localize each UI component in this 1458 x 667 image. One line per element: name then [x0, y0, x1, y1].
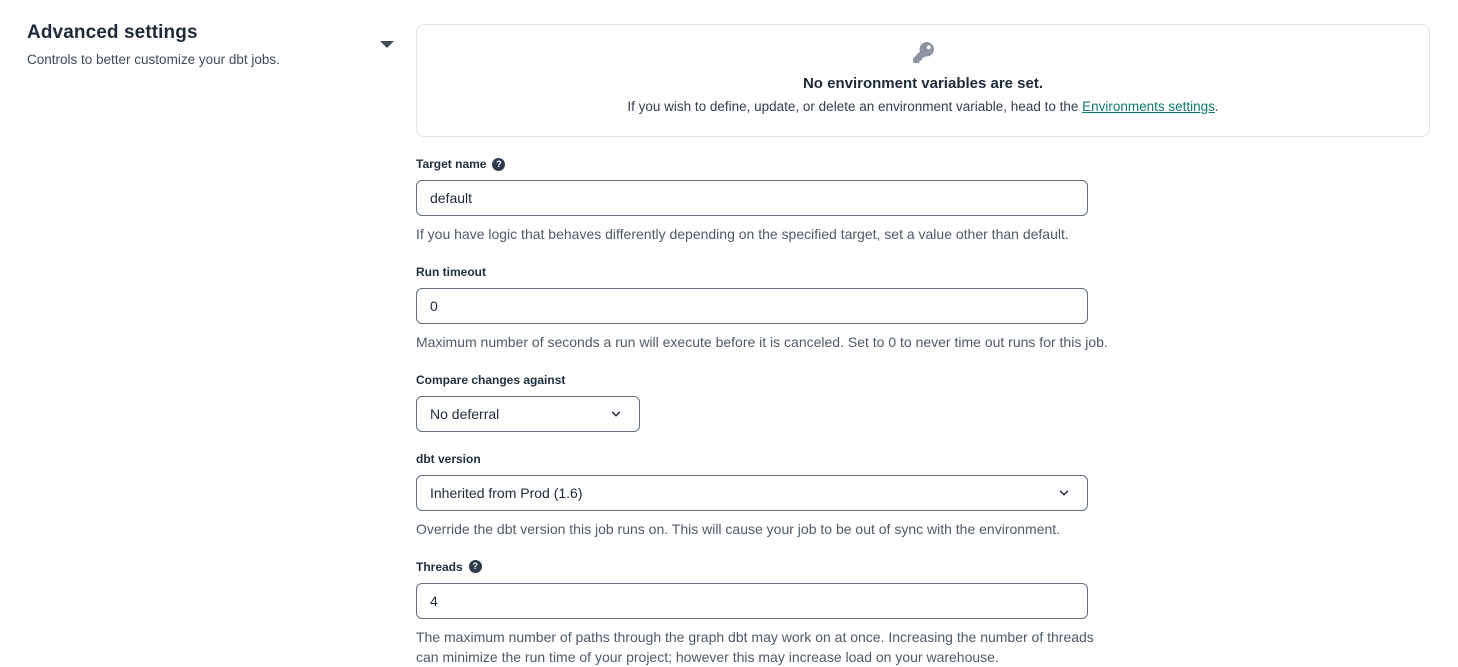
- dbt-version-label-text: dbt version: [416, 451, 481, 466]
- target-name-label-text: Target name: [416, 157, 487, 171]
- page-title: Advanced settings: [27, 22, 198, 43]
- target-name-label: [416, 157, 1430, 171]
- dbt-version-label: [416, 452, 1430, 466]
- section-header-text: [27, 22, 280, 67]
- target-name-input[interactable]: [416, 180, 1088, 216]
- dbt-version-helper: Override the dbt version this job runs on. This will cause your job to be out of sync with the environment.: [416, 520, 1061, 537]
- compare-changes-label: [416, 373, 1430, 387]
- threads-label: [416, 560, 1430, 574]
- env-banner-message-suffix: .: [1214, 99, 1219, 114]
- run-timeout-helper: Maximum number of seconds a run will execute before it is canceled. Set to 0 to never time out runs for this job.: [416, 333, 1108, 350]
- threads-field-group: [416, 560, 1430, 667]
- section-header: [27, 22, 416, 67]
- threads-helper: The maximum number of paths through the graph dbt may work on at once. Increasing the number of threads can minimize the run time of your project; however this may increase load on your warehouse.: [416, 628, 1094, 665]
- help-icon[interactable]: ?: [469, 560, 482, 573]
- page-subtitle: Controls to better customize your dbt jobs.: [27, 52, 280, 67]
- env-banner-message: [437, 99, 1409, 114]
- chevron-down-icon: [1057, 486, 1071, 500]
- help-icon[interactable]: ?: [492, 158, 505, 171]
- chevron-down-icon: [609, 407, 623, 421]
- caret-down-icon[interactable]: [380, 41, 394, 48]
- dbt-version-selected-value: Inherited from Prod (1.6): [430, 484, 583, 501]
- dbt-version-field-group: [416, 452, 1430, 540]
- run-timeout-input[interactable]: [416, 288, 1088, 324]
- compare-changes-label-text: Compare changes against: [416, 372, 566, 387]
- compare-changes-field-group: [416, 373, 1430, 432]
- target-name-helper: If you have logic that behaves differently depending on the specified target, set a value other than default.: [416, 226, 1069, 242]
- target-name-field-group: [416, 157, 1430, 245]
- run-timeout-label: [416, 265, 1430, 279]
- env-banner-message-prefix: If you wish to define, update, or delete an environment variable, head to the: [627, 99, 1083, 114]
- run-timeout-label-text: Run timeout: [416, 264, 486, 279]
- settings-form: [416, 22, 1430, 667]
- threads-label-text: Threads: [416, 559, 463, 574]
- env-banner-title: No environment variables are set.: [802, 75, 1044, 92]
- environments-settings-link[interactable]: Environments settings: [1082, 99, 1215, 114]
- key-icon: [913, 42, 934, 63]
- compare-changes-select[interactable]: [416, 396, 640, 432]
- run-timeout-field-group: [416, 265, 1430, 353]
- env-vars-empty-banner: [416, 24, 1430, 137]
- compare-changes-selected-value: No deferral: [430, 405, 500, 422]
- dbt-version-select[interactable]: [416, 475, 1088, 511]
- threads-input[interactable]: [416, 583, 1088, 619]
